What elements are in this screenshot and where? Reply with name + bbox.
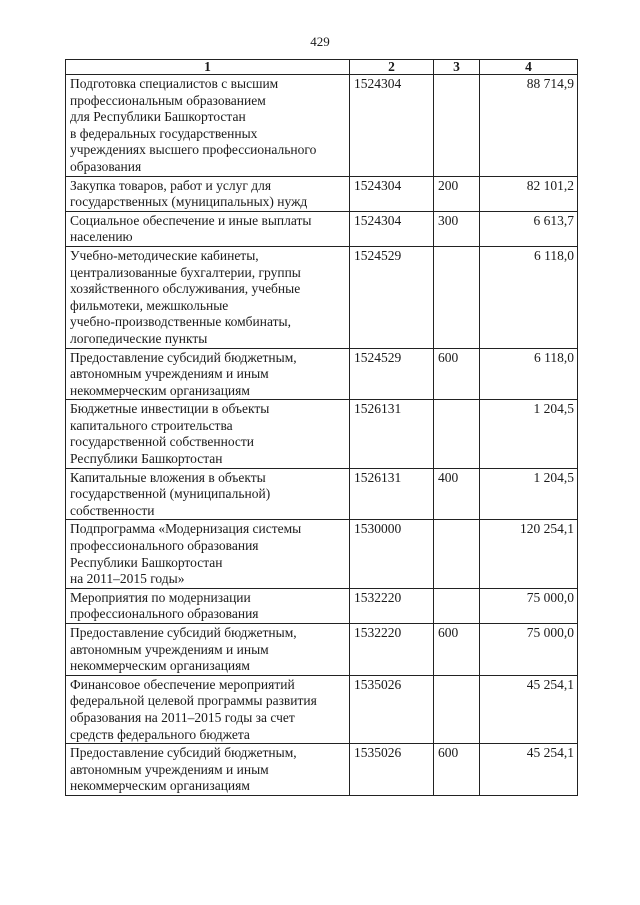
row-name-cell (66, 675, 350, 743)
row-name-text: Социальное обеспечение и иные выплаты населению (70, 212, 312, 245)
row-amount-cell: 6 118,0 (480, 348, 578, 400)
row-amount-cell: 88 714,9 (480, 75, 578, 177)
row-code-cell: 1530000 (350, 520, 434, 588)
row-name-text: Капитальные вложения в объекты государственной (муниципальной) собственности (70, 469, 271, 518)
table-row (66, 348, 578, 400)
row-code-cell: 1524529 (350, 348, 434, 400)
table-row (66, 176, 578, 211)
row-name-cell (66, 520, 350, 588)
row-expense-type-cell: 600 (434, 348, 480, 400)
row-name-text: Подготовка специалистов с высшим профессиональным образованием для Республики Башкортостан в федеральных государственных учреждениях высшего профессионального образования (70, 76, 317, 174)
row-name-cell (66, 75, 350, 177)
row-code-cell: 1532220 (350, 588, 434, 623)
row-code-cell: 1526131 (350, 468, 434, 520)
row-name-text: Бюджетные инвестиции в объекты капитального строительства государственной собственности Республики Башкортостан (70, 401, 270, 467)
table-row (66, 211, 578, 246)
row-code-cell: 1535026 (350, 744, 434, 796)
table-row (66, 75, 578, 177)
row-amount-cell: 82 101,2 (480, 176, 578, 211)
page-number: 429 (310, 34, 330, 49)
column-header-name: 1 (66, 60, 350, 75)
row-expense-type-cell: 200 (434, 176, 480, 211)
row-name-cell (66, 588, 350, 623)
table-row (66, 624, 578, 676)
row-code-cell: 1524304 (350, 211, 434, 246)
table-row (66, 468, 578, 520)
row-code-cell: 1535026 (350, 675, 434, 743)
column-header-amount: 4 (480, 60, 578, 75)
row-expense-type-cell (434, 675, 480, 743)
table-row (66, 400, 578, 468)
row-code-cell: 1532220 (350, 624, 434, 676)
row-name-cell (66, 348, 350, 400)
row-amount-cell: 45 254,1 (480, 675, 578, 743)
row-code-cell: 1526131 (350, 400, 434, 468)
row-expense-type-cell: 300 (434, 211, 480, 246)
row-name-text: Подпрограмма «Модернизация системы профессионального образования Республики Башкортостан на 2011–2015 годы» (70, 521, 302, 587)
row-name-text: Закупка товаров, работ и услуг для государственных (муниципальных) нужд (70, 177, 308, 210)
row-expense-type-cell (434, 75, 480, 177)
row-name-text: Предоставление субсидий бюджетным, автономным учреждениям и иным некоммерческим организациям (70, 625, 297, 674)
row-expense-type-cell (434, 400, 480, 468)
column-header-code: 2 (350, 60, 434, 75)
table-row (66, 246, 578, 348)
row-name-cell (66, 246, 350, 348)
table-row (66, 744, 578, 796)
row-name-text: Учебно-методические кабинеты, централизованные бухгалтерии, группы хозяйственного обслуживания, учебные фильмотеки, межшкольные учебно-производственные комбинаты, логопедические пункты (70, 247, 301, 346)
row-amount-cell: 1 204,5 (480, 400, 578, 468)
row-amount-cell: 6 118,0 (480, 246, 578, 348)
table-body (66, 75, 578, 796)
row-code-cell: 1524304 (350, 75, 434, 177)
table-header-row (66, 60, 578, 75)
row-name-cell (66, 468, 350, 520)
row-amount-cell: 75 000,0 (480, 588, 578, 623)
row-expense-type-cell: 400 (434, 468, 480, 520)
row-name-text: Предоставление субсидий бюджетным, автономным учреждениям и иным некоммерческим организациям (70, 349, 297, 398)
row-code-cell: 1524529 (350, 246, 434, 348)
row-expense-type-cell (434, 520, 480, 588)
row-name-cell (66, 744, 350, 796)
row-name-text: Предоставление субсидий бюджетным, автономным учреждениям и иным некоммерческим организациям (70, 745, 297, 794)
row-amount-cell: 6 613,7 (480, 211, 578, 246)
row-expense-type-cell: 600 (434, 624, 480, 676)
row-expense-type-cell: 600 (434, 744, 480, 796)
table-row (66, 588, 578, 623)
row-amount-cell: 45 254,1 (480, 744, 578, 796)
row-amount-cell: 75 000,0 (480, 624, 578, 676)
row-name-cell (66, 211, 350, 246)
row-name-text: Мероприятия по модернизации профессионального образования (70, 589, 259, 622)
table-row (66, 520, 578, 588)
column-header-type: 3 (434, 60, 480, 75)
row-name-cell (66, 400, 350, 468)
row-expense-type-cell (434, 246, 480, 348)
row-code-cell: 1524304 (350, 176, 434, 211)
table-row (66, 675, 578, 743)
row-name-cell (66, 624, 350, 676)
row-expense-type-cell (434, 588, 480, 623)
row-amount-cell: 1 204,5 (480, 468, 578, 520)
row-amount-cell: 120 254,1 (480, 520, 578, 588)
budget-table (65, 59, 578, 796)
row-name-cell (66, 176, 350, 211)
row-name-text: Финансовое обеспечение мероприятий федеральной целевой программы развития образования на 2011–2015 годы за счет средств федерального бюджета (70, 676, 317, 742)
